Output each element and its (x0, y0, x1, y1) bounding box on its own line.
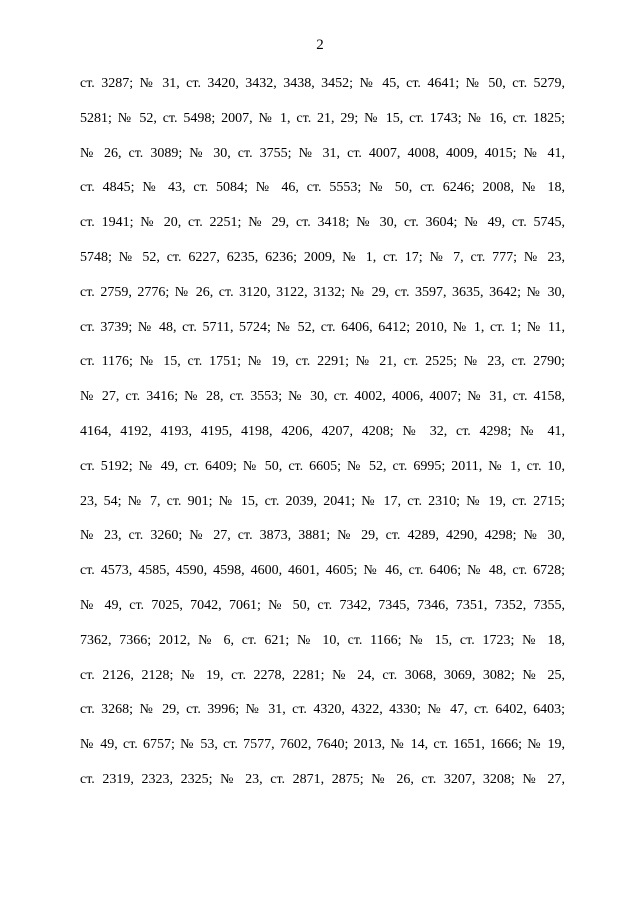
text-line: ст. 4845; № 43, ст. 5084; № 46, ст. 5553; № 50, ст. 6246; 2008, № 18, (80, 180, 565, 196)
page-number: 2 (316, 37, 324, 53)
text-line: ст. 1176; № 15, ст. 1751; № 19, ст. 2291; № 21, ст. 2525; № 23, ст. 2790; (80, 354, 565, 370)
text-line: 4164, 4192, 4193, 4195, 4198, 4206, 4207, 4208; № 32, ст. 4298; № 41, (80, 423, 565, 439)
text-line: № 27, ст. 3416; № 28, ст. 3553; № 30, ст. 4002, 4006, 4007; № 31, ст. 4158, (80, 389, 565, 405)
text-line: 5281; № 52, ст. 5498; 2007, № 1, ст. 21, 29; № 15, ст. 1743; № 16, ст. 1825; (80, 110, 565, 126)
text-line: 23, 54; № 7, ст. 901; № 15, ст. 2039, 2041; № 17, ст. 2310; № 19, ст. 2715; (80, 493, 565, 509)
text-line: № 49, ст. 6757; № 53, ст. 7577, 7602, 7640; 2013, № 14, ст. 1651, 1666; № 19, (80, 737, 565, 753)
document-body (80, 72, 565, 803)
text-line: ст. 2126, 2128; № 19, ст. 2278, 2281; № 24, ст. 3068, 3069, 3082; № 25, (80, 667, 565, 683)
text-line: № 49, ст. 7025, 7042, 7061; № 50, ст. 7342, 7345, 7346, 7351, 7352, 7355, (80, 597, 565, 613)
text-line: ст. 1941; № 20, ст. 2251; № 29, ст. 3418; № 30, ст. 3604; № 49, ст. 5745, (80, 215, 565, 231)
text-line: ст. 2759, 2776; № 26, ст. 3120, 3122, 3132; № 29, ст. 3597, 3635, 3642; № 30, (80, 284, 565, 300)
text-line: ст. 4573, 4585, 4590, 4598, 4600, 4601, 4605; № 46, ст. 6406; № 48, ст. 6728; (80, 563, 565, 579)
text-line: № 26, ст. 3089; № 30, ст. 3755; № 31, ст. 4007, 4008, 4009, 4015; № 41, (80, 145, 565, 161)
text-line: ст. 2319, 2323, 2325; № 23, ст. 2871, 2875; № 26, ст. 3207, 3208; № 27, (80, 771, 565, 787)
text-line: № 23, ст. 3260; № 27, ст. 3873, 3881; № 29, ст. 4289, 4290, 4298; № 30, (80, 528, 565, 544)
text-line: ст. 3287; № 31, ст. 3420, 3432, 3438, 3452; № 45, ст. 4641; № 50, ст. 5279, (80, 76, 565, 91)
text-line: ст. 3268; № 29, ст. 3996; № 31, ст. 4320, 4322, 4330; № 47, ст. 6402, 6403; (80, 702, 565, 718)
text-line: ст. 5192; № 49, ст. 6409; № 50, ст. 6605; № 52, ст. 6995; 2011, № 1, ст. 10, (80, 458, 565, 474)
text-line: 5748; № 52, ст. 6227, 6235, 6236; 2009, № 1, ст. 17; № 7, ст. 777; № 23, (80, 249, 565, 265)
text-line: ст. 3739; № 48, ст. 5711, 5724; № 52, ст. 6406, 6412; 2010, № 1, ст. 1; № 11, (80, 319, 565, 335)
text-line: 7362, 7366; 2012, № 6, ст. 621; № 10, ст. 1166; № 15, ст. 1723; № 18, (80, 632, 565, 648)
